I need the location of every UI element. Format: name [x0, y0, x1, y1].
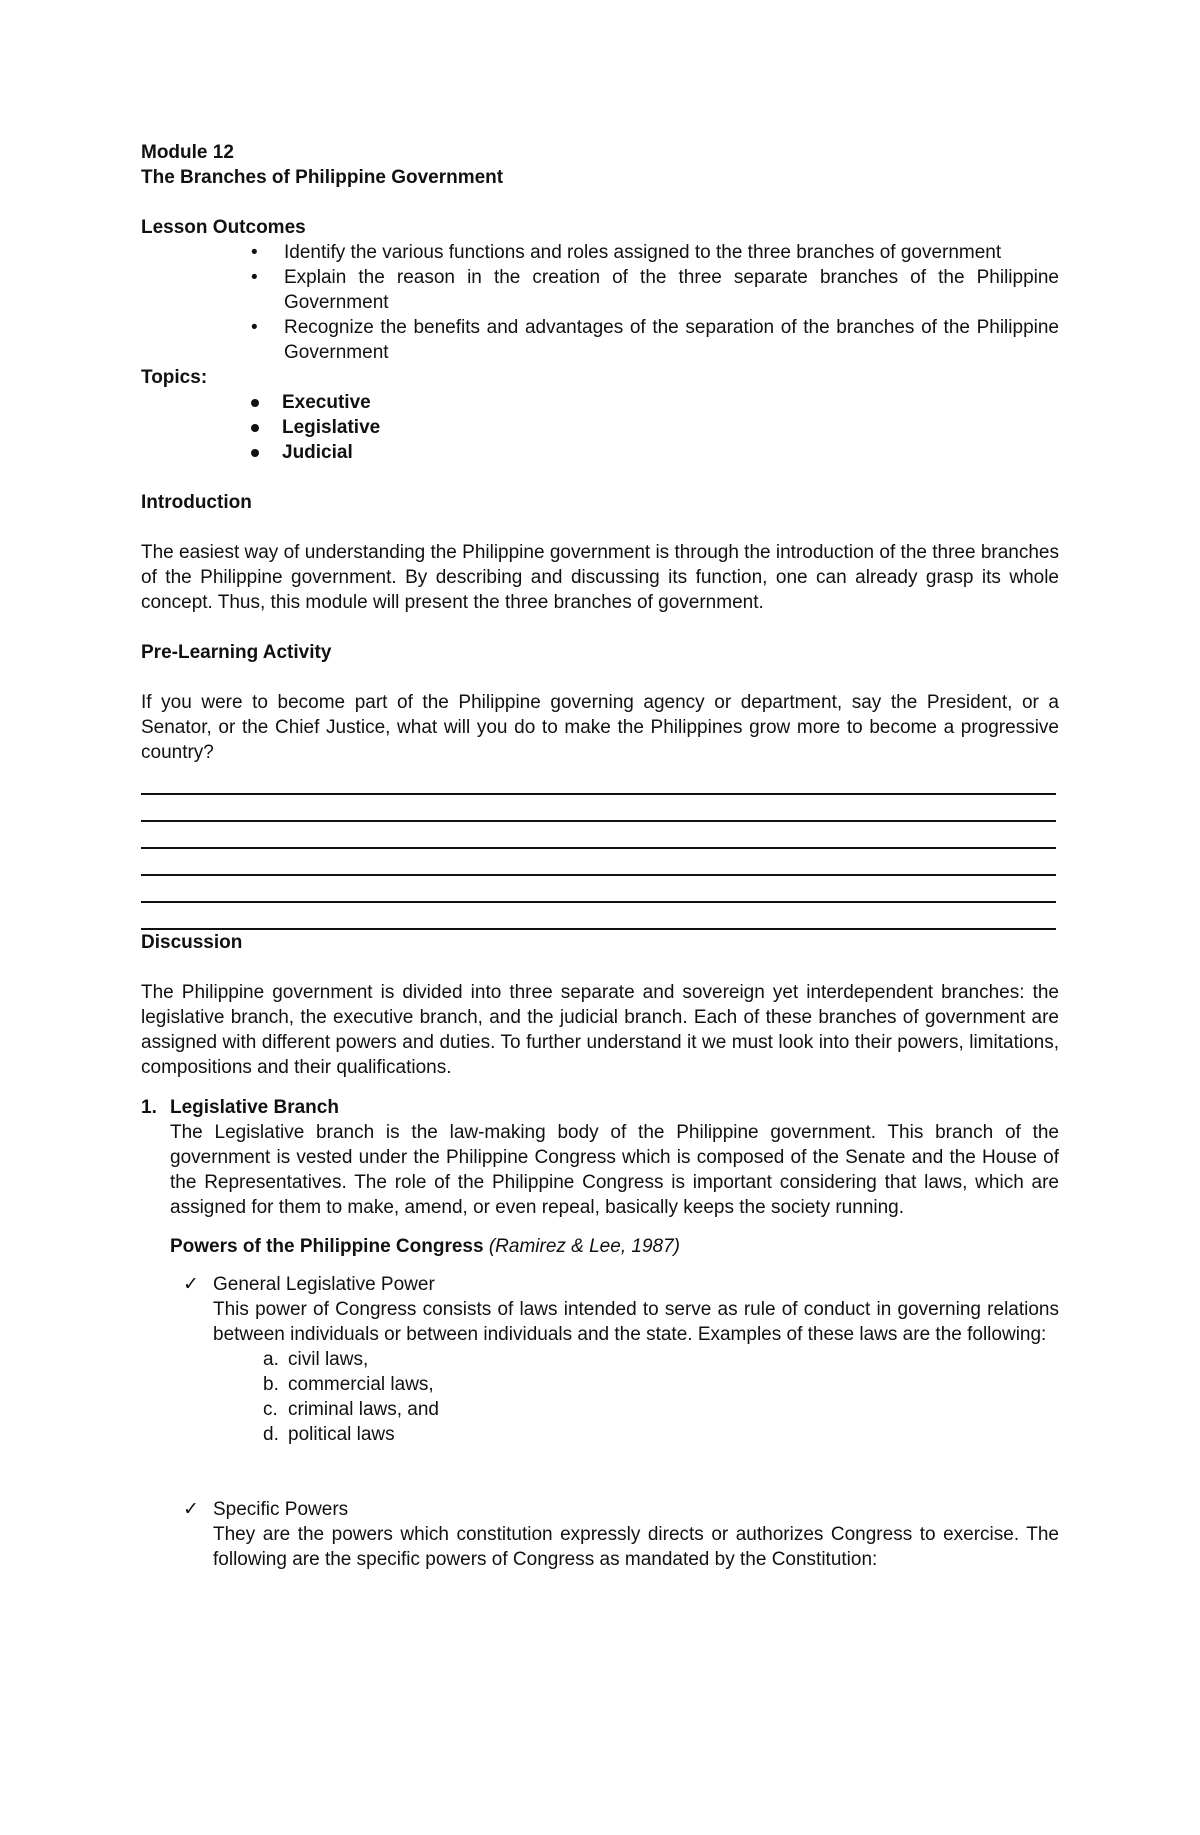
answer-line[interactable]	[141, 876, 1056, 903]
section-number: 1.	[141, 1097, 157, 1118]
outcome-item: • Identify the various functions and roles assigned to the three branches of government	[284, 240, 1059, 265]
laws-list	[213, 1347, 1059, 1447]
module-number: Module 12	[141, 142, 234, 163]
general-power-text: This power of Congress consists of laws intended to serve as rule of conduct in governing relations between individuals or between individuals and the state. Examples of these laws are the following:	[213, 1299, 1059, 1345]
powers-heading-line	[141, 1234, 1059, 1259]
answer-line[interactable]	[141, 768, 1056, 795]
specific-powers-title: Specific Powers	[213, 1499, 349, 1520]
checkmark-icon: ✓	[183, 1274, 199, 1295]
topic-item: Executive	[282, 390, 1059, 415]
pre-learning-heading: Pre-Learning Activity	[141, 642, 332, 663]
specific-powers-item	[141, 1497, 1059, 1572]
checkmark-icon: ✓	[183, 1499, 199, 1520]
document-page	[141, 140, 1059, 1572]
bullet-icon	[251, 424, 259, 432]
powers-heading: Powers of the Philippine Congress	[170, 1236, 484, 1257]
list-item: d. political laws	[263, 1424, 395, 1445]
list-item: a. civil laws,	[263, 1349, 369, 1370]
discussion-text: The Philippine government is divided into three separate and sovereign yet interdependent branches: the legislative branch, the executive branch, and the judicial branch. Each of these branches of government are assigned with different powers and duties. To further understand it we must look into their powers, limitations, compositions and their qualifications.	[141, 982, 1059, 1078]
answer-line[interactable]	[141, 849, 1056, 876]
answer-line[interactable]	[141, 822, 1056, 849]
introduction-heading: Introduction	[141, 492, 252, 513]
legislative-text: The Legislative branch is the law-making body of the Philippine government. This branch of the government is vested under the Philippine Congress which is composed of the Senate and the House of the Representatives. The role of the Philippine Congress is important considering that laws, which are assigned for them to make, amend, or even repeal, basically keeps the society running.	[170, 1122, 1059, 1218]
bullet-icon	[251, 449, 259, 457]
general-power-item	[141, 1272, 1059, 1447]
lesson-outcomes-list	[141, 240, 1059, 365]
answer-line[interactable]	[141, 903, 1056, 930]
legislative-section	[141, 1095, 1059, 1220]
document-title: The Branches of Philippine Government	[141, 167, 504, 188]
lesson-outcomes-heading: Lesson Outcomes	[141, 217, 306, 238]
discussion-heading: Discussion	[141, 932, 243, 953]
pre-learning-question: If you were to become part of the Philippine governing agency or department, say the President, or a Senator, or the Chief Justice, what will you do to make the Philippines grow more to become a progressive country?	[141, 692, 1059, 763]
list-item: c. criminal laws, and	[263, 1399, 439, 1420]
bullet-icon	[251, 399, 259, 407]
general-power-title: General Legislative Power	[213, 1274, 435, 1295]
powers-citation: (Ramirez & Lee, 1987)	[488, 1236, 680, 1257]
outcome-item: • Recognize the benefits and advantages of the separation of the branches of the Philippine Government	[284, 315, 1059, 365]
introduction-text: The easiest way of understanding the Philippine government is through the introduction of the three branches of the Philippine government. By describing and discussing its function, one can already grasp its whole concept. Thus, this module will present the three branches of government.	[141, 542, 1059, 613]
outcome-item: • Explain the reason in the creation of the three separate branches of the Philippine Government	[284, 265, 1059, 315]
legislative-heading: Legislative Branch	[170, 1097, 339, 1118]
answer-line[interactable]	[141, 795, 1056, 822]
topic-item: Legislative	[282, 415, 1059, 440]
list-item: b. commercial laws,	[263, 1374, 434, 1395]
answer-lines	[141, 768, 1059, 930]
topics-list	[141, 390, 1059, 465]
topics-heading: Topics:	[141, 367, 208, 388]
topic-item: Judicial	[282, 440, 1059, 465]
specific-powers-text: They are the powers which constitution expressly directs or authorizes Congress to exercise. The following are the specific powers of Congress as mandated by the Constitution:	[213, 1524, 1059, 1570]
